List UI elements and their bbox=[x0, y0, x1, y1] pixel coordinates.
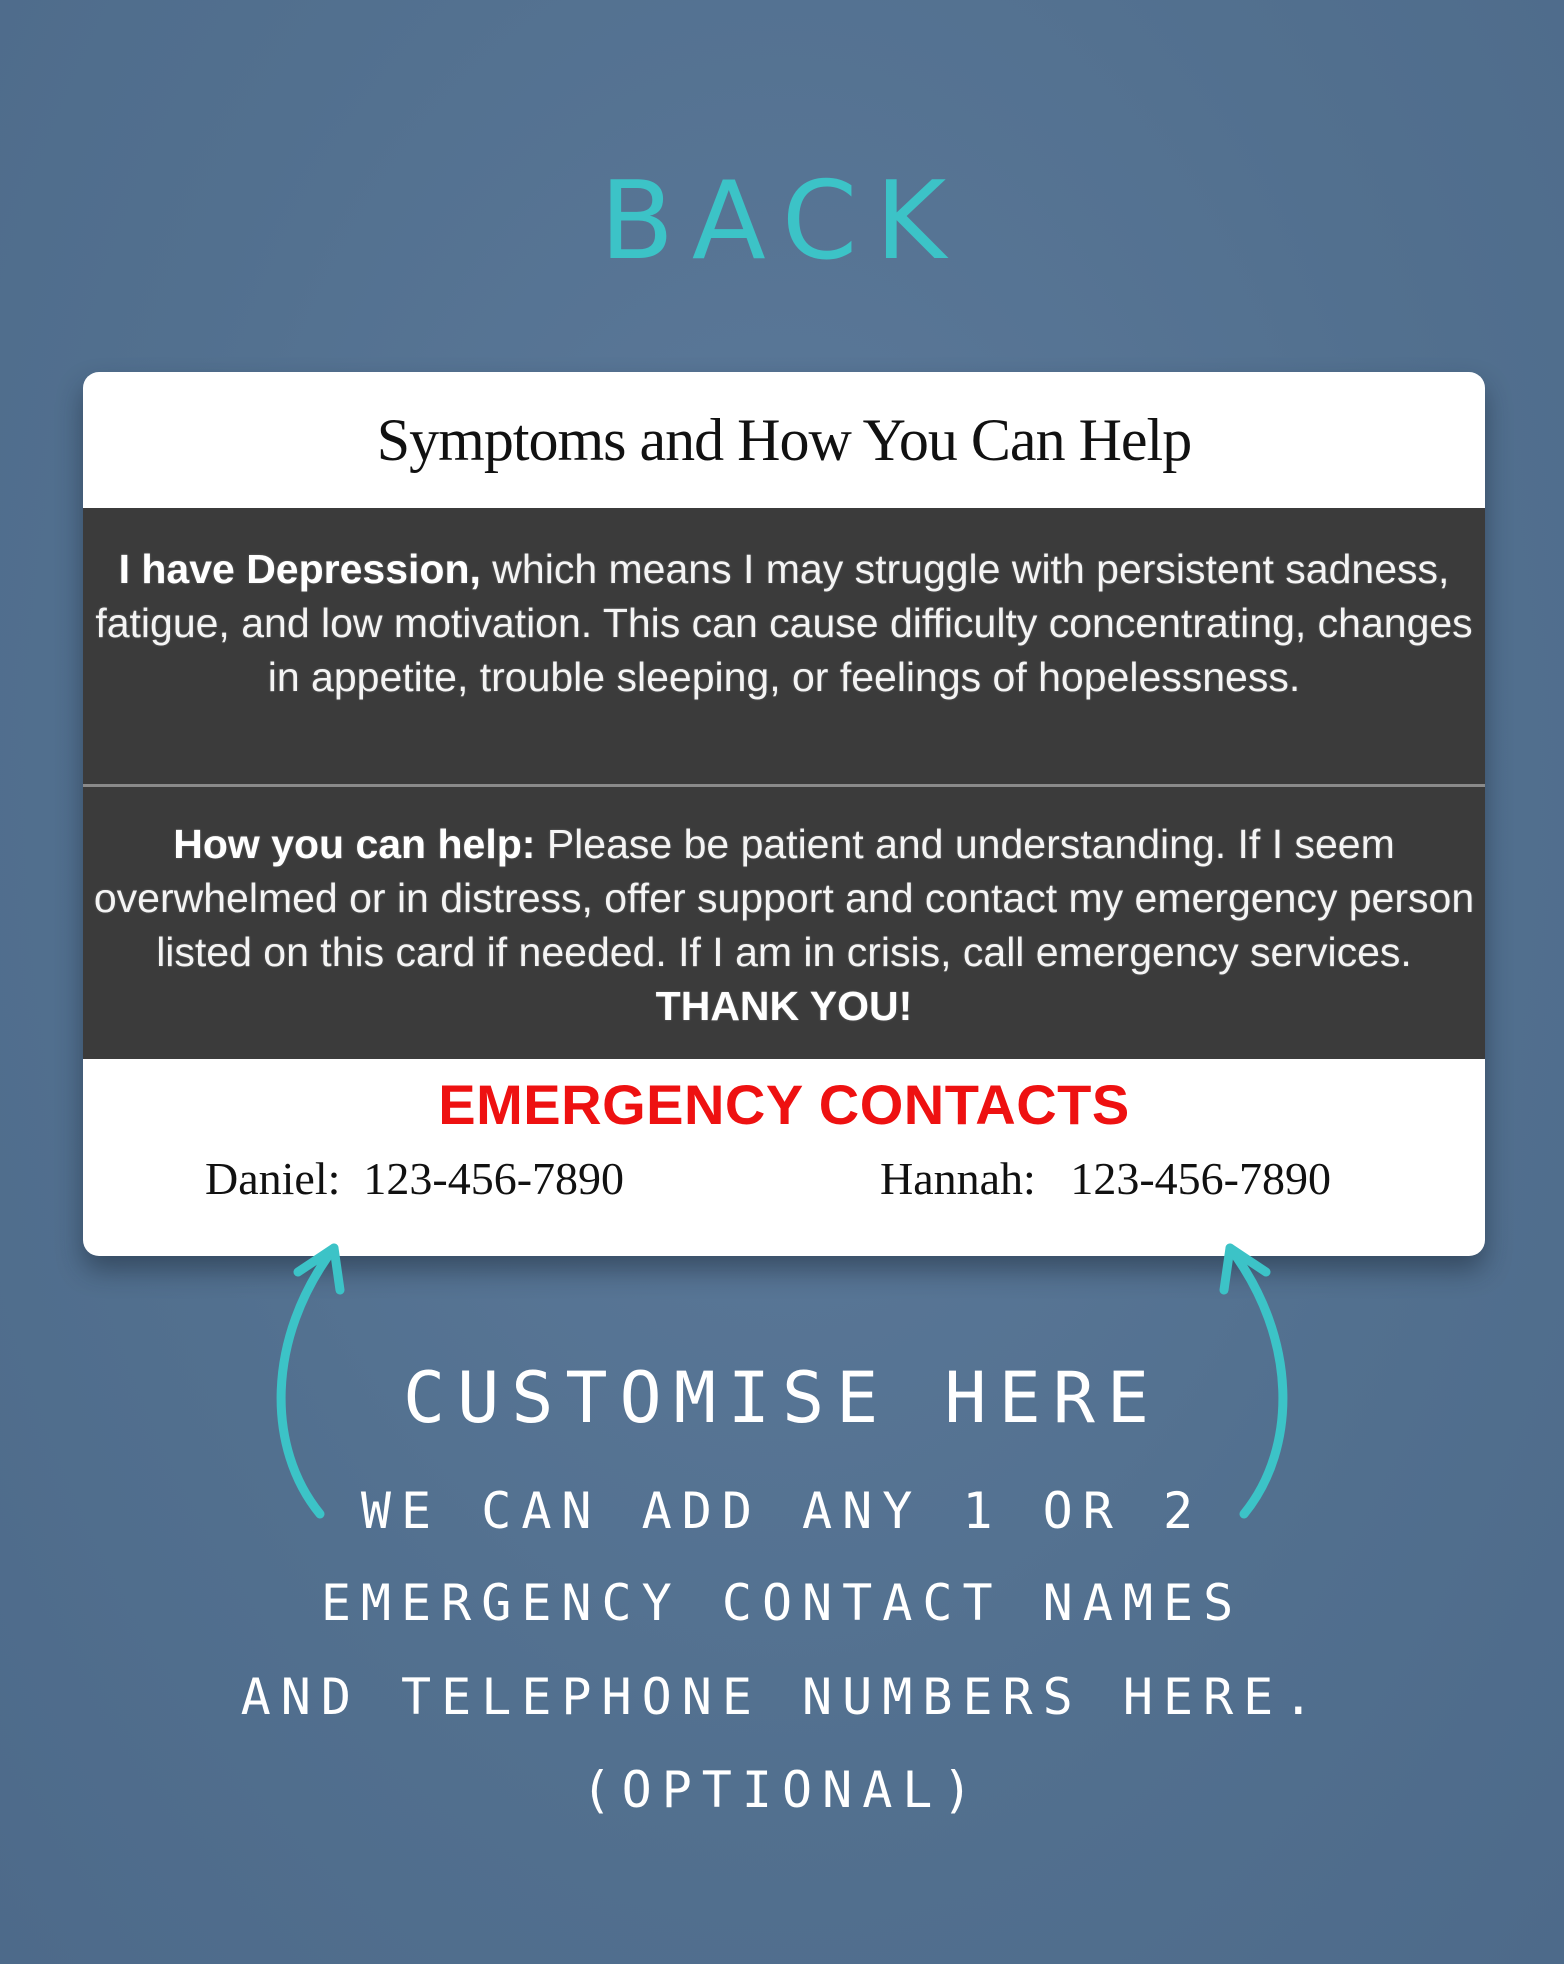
customise-info-line: AND TELEPHONE NUMBERS HERE. bbox=[240, 1668, 1324, 1726]
customise-info-line: WE CAN ADD ANY 1 OR 2 bbox=[360, 1482, 1204, 1540]
customise-info-line: EMERGENCY CONTACT NAMES bbox=[320, 1574, 1244, 1632]
contact-name: Daniel: bbox=[205, 1153, 341, 1204]
customise-info-line: (OPTIONAL) bbox=[581, 1761, 983, 1819]
emergency-contact-2 bbox=[880, 1152, 1331, 1205]
emergency-contact-1 bbox=[205, 1152, 624, 1205]
help-bold-intro: How you can help: bbox=[173, 821, 536, 867]
contact-phone: 123-456-7890 bbox=[1070, 1153, 1331, 1204]
card-title: Symptoms and How You Can Help bbox=[376, 406, 1192, 473]
page-title: BACK bbox=[599, 159, 965, 284]
help-text: Please be patient and understanding. If I seem overwhelmed or in distress, offer support and contact my emergency person listed on this card if needed. If I am in crisis, call emergency services. bbox=[93, 821, 1475, 975]
emergency-contacts-heading: EMERGENCY CONTACTS bbox=[438, 1073, 1130, 1136]
help-description bbox=[83, 787, 1485, 1059]
condition-description bbox=[83, 508, 1485, 784]
contact-phone: 123-456-7890 bbox=[363, 1153, 625, 1204]
customise-heading: CUSTOMISE HERE bbox=[402, 1357, 1161, 1439]
help-bold-outro: THANK YOU! bbox=[655, 983, 913, 1029]
condition-text: which means I may struggle with persistent sadness, fatigue, and low motivation. This can cause difficulty concentrating, changes in appetite, trouble sleeping, or feelings of hopelessness. bbox=[95, 546, 1473, 700]
condition-bold-intro: I have Depression, bbox=[118, 546, 481, 592]
medical-info-card bbox=[83, 372, 1485, 1256]
contact-name: Hannah: bbox=[880, 1153, 1036, 1204]
